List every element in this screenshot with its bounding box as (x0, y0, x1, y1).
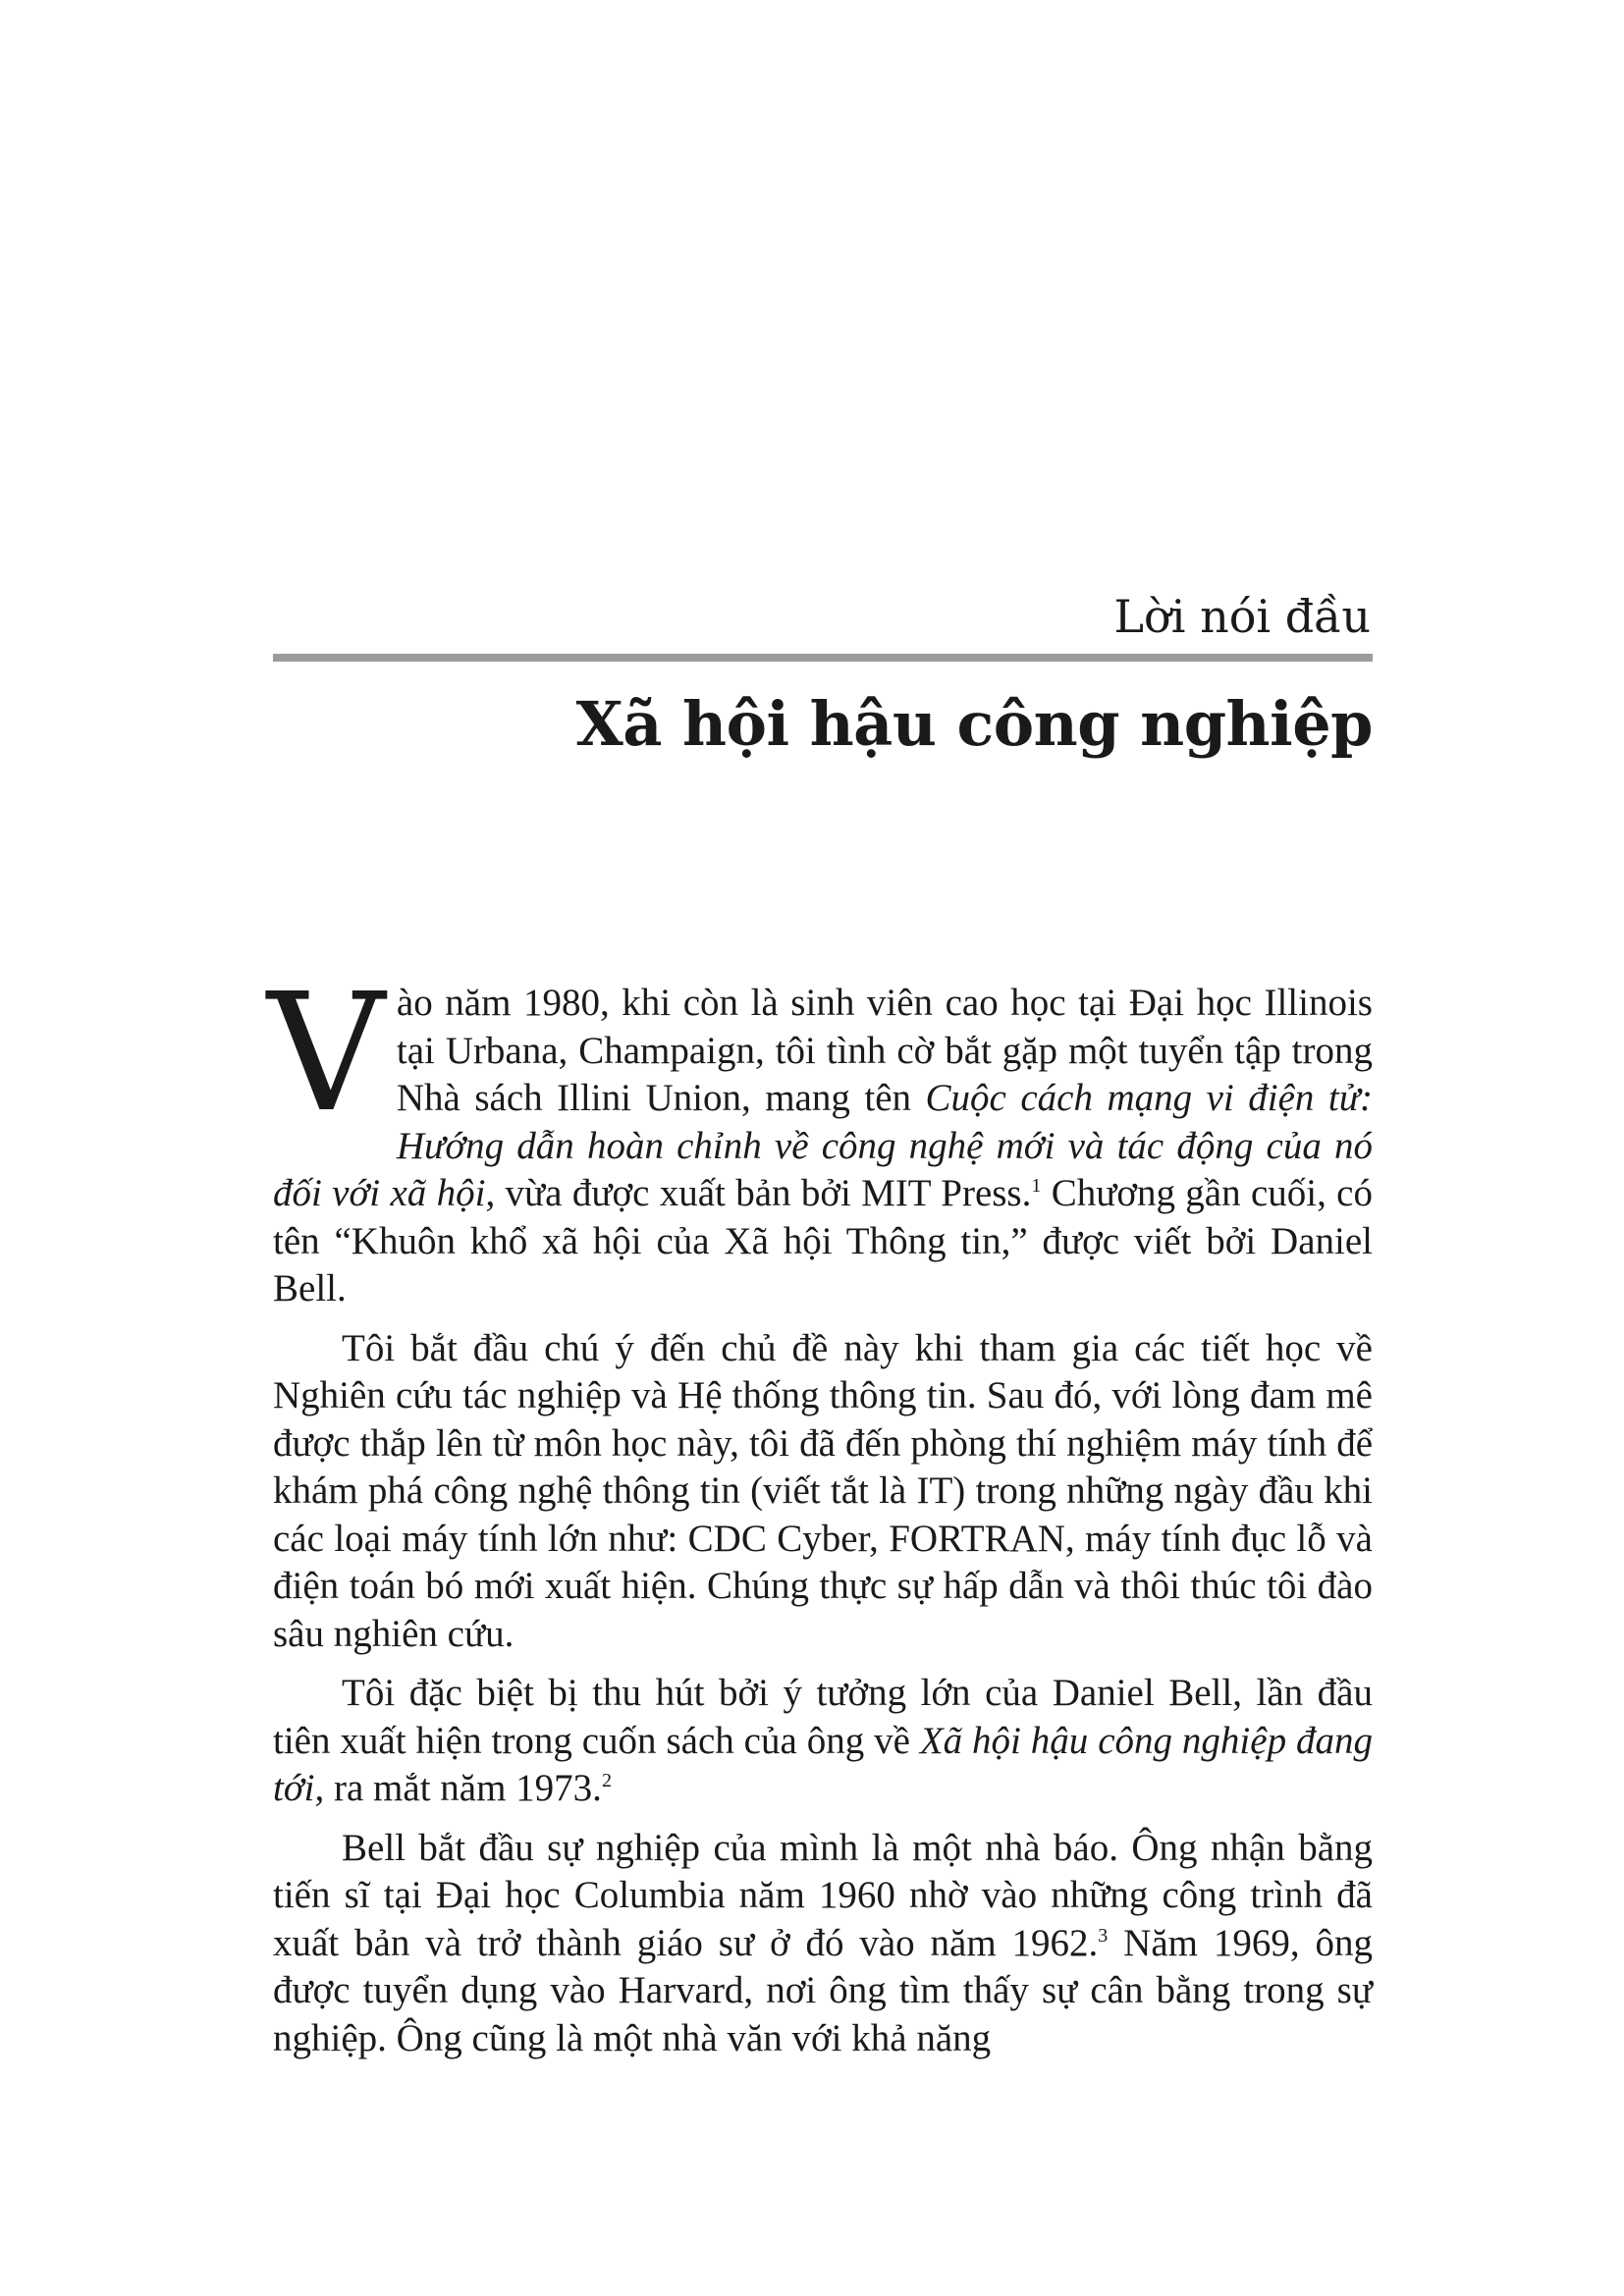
paragraph-1-text-b: , vừa được xuất bản bởi MIT Press. (485, 1172, 1032, 1214)
drop-cap: V (267, 959, 385, 1148)
paragraph-2: Tôi bắt đầu chú ý đến chủ đề này khi tham gia các tiết học về Nghiên cứu tác nghiệp và Hệ thống thông tin. Sau đó, với lòng đam mê được thắp lên từ môn học này, tôi đã đến phòng thí nghiệm máy tính để khám phá công nghệ thông tin (viết tắt là IT) trong những ngày đầu khi các loại máy tính lớn như: CDC Cyber, FORTRAN, máy tính đục lỗ và điện toán bó mới xuất hiện. Chúng thực sự hấp dẫn và thôi thúc tôi đào sâu nghiên cứu. (273, 1326, 1373, 1655)
paragraph-3-text-a: Tôi đặc biệt bị thu hút bởi ý tưởng lớn của Daniel Bell, lần đầu tiên xuất hiện trong cuốn sách của ông về (273, 1672, 1373, 1762)
body-text (267, 959, 1373, 2062)
footnote-ref-1[interactable]: 1 (1031, 1175, 1042, 1197)
paragraph-4-text-b: Năm 1969, ông được tuyển dụng vào Harvard, nơi ông tìm thấy sự cân bằng trong sự nghiệp. Ông cũng là một nhà văn với khả năng (273, 1921, 1373, 2059)
paragraph-4-text-a: Bell bắt đầu sự nghiệp của mình là một nhà báo. Ông nhận bằng tiến sĩ tại Đại học Columbia năm 1960 nhờ vào những công trình đã xuất bản và trở thành giáo sư ở đó vào năm 1962. (273, 1826, 1373, 1964)
book-title-italic: Cuộc cách mạng vi điện tử: Hướng dẫn hoàn chỉnh về công nghệ mới và tác động của nó đối với xã hội (273, 1077, 1373, 1214)
chapter-title: Xã hội hậu công nghiệp (575, 688, 1373, 760)
book-title-italic-2: Xã hội hậu công nghiệp đang tới, (273, 1719, 1373, 1809)
paragraph-3 (273, 1670, 1373, 1813)
paragraph-1 (267, 959, 1373, 1313)
paragraph-4 (273, 1825, 1373, 2063)
paragraph-3-text-b: ra mắt năm 1973. (324, 1767, 602, 1809)
paragraph-1-text-a: ào năm 1980, khi còn là sinh viên cao học tại Đại học Illinois tại Urbana, Champaign, tôi tình cờ bắt gặp một tuyển tập trong Nhà sách Illini Union, mang tên (396, 982, 1373, 1119)
section-label: Lời nói đầu (1113, 590, 1371, 643)
header-rule (273, 654, 1373, 662)
page (267, 589, 1373, 2074)
footnote-ref-2[interactable]: 2 (601, 1770, 612, 1791)
paragraph-1-text-c: Chương gần cuối, có tên “Khuôn khổ xã hội của Xã hội Thông tin,” được viết bởi Daniel Bell. (273, 1172, 1373, 1309)
footnote-ref-3[interactable]: 3 (1098, 1924, 1109, 1947)
